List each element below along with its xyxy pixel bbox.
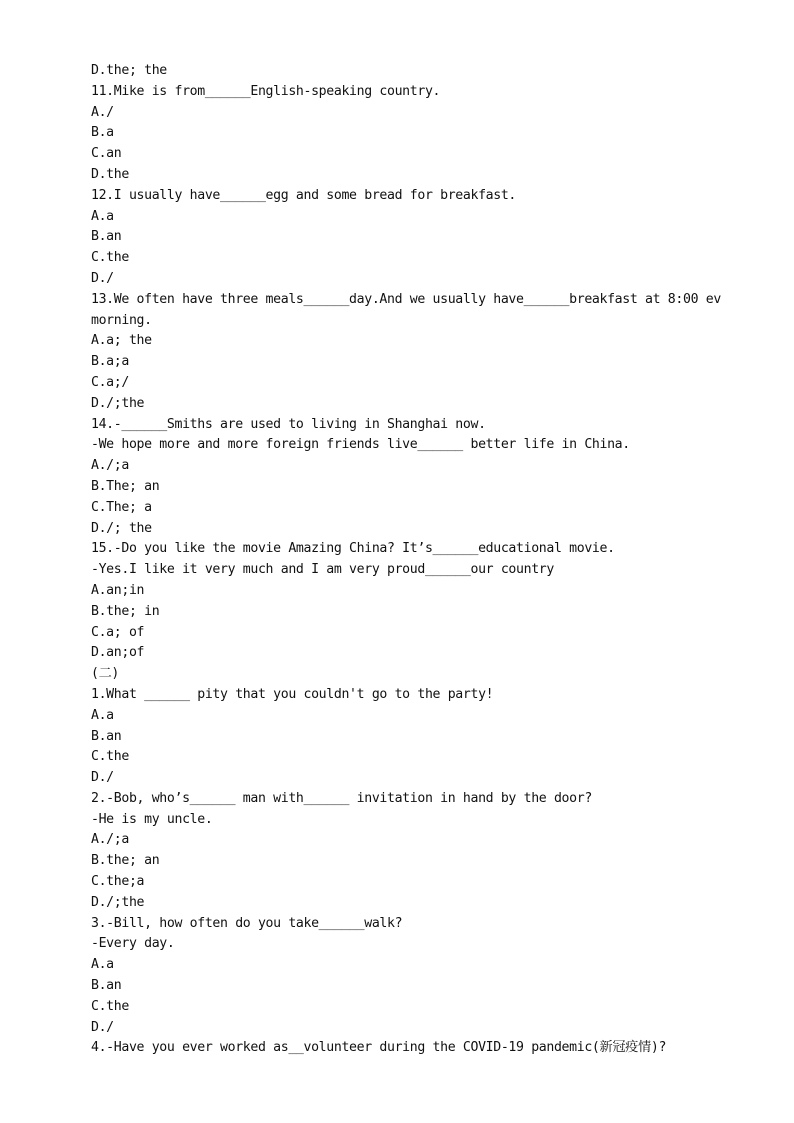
text-line: 4.-Have you ever worked as__volunteer during the COVID-19 pandemic(新冠疫情)? [91, 1040, 667, 1056]
text-line: A./;a [91, 458, 129, 474]
text-line: A.a [91, 957, 114, 973]
text-line: B.a;a [91, 354, 129, 370]
text-line: -He is my uncle. [91, 811, 213, 827]
text-line: D./ [91, 270, 114, 286]
text-line: 13.We often have three meals______day.And we usually have______breakfast at 8:00 ev [91, 291, 721, 307]
text-line: C.the [91, 749, 129, 765]
text-line: D./;the [91, 395, 145, 411]
text-line: 11.Mike is from______English-speaking country. [91, 83, 441, 99]
text-line: D.an;of [91, 645, 145, 661]
text-line: 12.I usually have______egg and some bread for breakfast. [91, 187, 517, 203]
text-line: C.the;a [91, 874, 145, 890]
text-line: 14.-______Smiths are used to living in Shanghai now. [91, 416, 486, 432]
text-line: D./ [91, 1019, 114, 1035]
text-line: C.the [91, 998, 129, 1014]
document-page [91, 61, 751, 1059]
text-line: D./;the [91, 894, 145, 910]
text-line: A.an;in [91, 582, 145, 598]
text-line: C.a;/ [91, 374, 129, 390]
text-line: B.an [91, 978, 122, 994]
text-line: (二) [91, 666, 120, 682]
text-line: C.The; a [91, 499, 152, 515]
text-line: C.a; of [91, 624, 145, 640]
text-line: C.the [91, 250, 129, 266]
text-line: D.the; the [91, 63, 167, 78]
text-line: D.the [91, 166, 129, 182]
text-line: morning. [91, 312, 152, 328]
text-line: 2.-Bob, who’s______ man with______ invitation in hand by the door? [91, 790, 592, 806]
text-line: B.a [91, 125, 114, 141]
text-line: D./; the [91, 520, 152, 536]
text-line: -Every day. [91, 936, 175, 952]
text-line: B.the; in [91, 603, 160, 619]
text-line: -We hope more and more foreign friends live______ better life in China. [91, 437, 630, 453]
text-line: B.The; an [91, 478, 160, 494]
text-line: A.a [91, 707, 114, 723]
text-line: A.a; the [91, 333, 152, 349]
text-line: A.a [91, 208, 114, 224]
text-line: C.an [91, 146, 122, 162]
text-line: D./ [91, 770, 114, 786]
text-line: 1.What ______ pity that you couldn't go to the party! [91, 686, 494, 702]
text-line: B.an [91, 229, 122, 245]
text-line: 15.-Do you like the movie Amazing China? It’s______educational movie. [91, 541, 615, 557]
text-line: B.the; an [91, 853, 160, 869]
text-line: 3.-Bill, how often do you take______walk? [91, 915, 403, 931]
text-line: A./;a [91, 832, 129, 848]
text-line: A./ [91, 104, 114, 120]
text-line: -Yes.I like it very much and I am very proud______our country [91, 562, 554, 578]
text-line: B.an [91, 728, 122, 744]
